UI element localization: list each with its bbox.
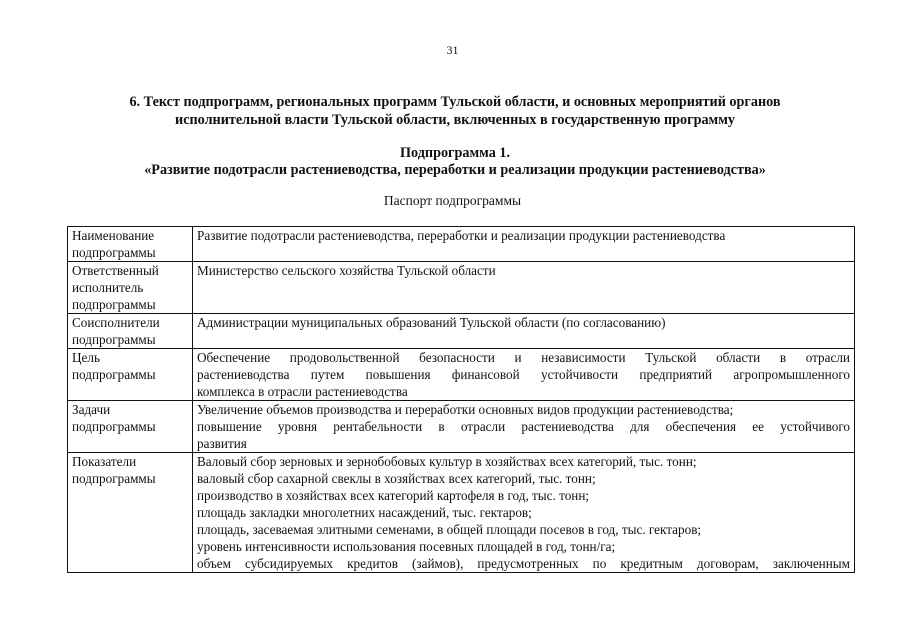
value-line: площадь закладки многолетних насаждений, тыс. гектаров; bbox=[197, 505, 532, 520]
label-line: подпрограммы bbox=[72, 471, 156, 486]
row-label-coexecutors bbox=[68, 314, 193, 349]
table-row-name bbox=[68, 227, 855, 262]
value-line: валовый сбор сахарной свеклы в хозяйствах всех категорий, тыс. тонн; bbox=[197, 471, 596, 486]
value-line: производство в хозяйствах всех категорий картофеля в год, тыс. тонн; bbox=[197, 488, 590, 503]
label-line: подпрограммы bbox=[72, 367, 156, 382]
label-line: Показатели bbox=[72, 454, 137, 469]
label-line: подпрограммы bbox=[72, 245, 156, 260]
value-line: Увеличение объемов производства и переработки основных видов продукции растениеводства; bbox=[197, 402, 734, 417]
section-heading bbox=[60, 93, 850, 129]
label-line: Ответственный bbox=[72, 263, 159, 278]
row-value-tasks bbox=[193, 401, 855, 453]
value-line: уровень интенсивности использования посевных площадей в год, тонн/га; bbox=[197, 539, 616, 554]
row-value-responsible bbox=[193, 262, 855, 314]
value-line: Развитие подотрасли растениеводства, переработки и реализации продукции растениеводства bbox=[197, 228, 726, 243]
value-line: объем субсидируемых кредитов (займов), предусмотренных по кредитным договорам, заключенным bbox=[197, 556, 850, 571]
section-heading-line-2: исполнительной власти Тульской области, включенных в государственную программу bbox=[175, 112, 735, 128]
label-line: Соисполнители bbox=[72, 315, 160, 330]
row-label-tasks bbox=[68, 401, 193, 453]
row-value-coexecutors bbox=[193, 314, 855, 349]
subprogram-name: «Развитие подотрасли растениеводства, переработки и реализации продукции растениеводства» bbox=[144, 162, 766, 178]
table-row-coexecutors bbox=[68, 314, 855, 349]
value-line: растениеводства путем повышения финансовой устойчивости предприятий агропромышленного bbox=[197, 367, 850, 382]
table-row-goal bbox=[68, 349, 855, 401]
page-number: 31 bbox=[446, 43, 459, 57]
label-line: подпрограммы bbox=[72, 419, 156, 434]
table-row-indicators bbox=[68, 453, 855, 573]
row-label-indicators bbox=[68, 453, 193, 573]
value-line: развития bbox=[197, 436, 247, 451]
row-label-name bbox=[68, 227, 193, 262]
row-value-goal bbox=[193, 349, 855, 401]
label-line: подпрограммы bbox=[72, 297, 156, 312]
value-line: Обеспечение продовольственной безопасности и независимости Тульской области в отрасли bbox=[197, 350, 850, 365]
value-line: Министерство сельского хозяйства Тульской области bbox=[197, 263, 496, 278]
table-row-tasks bbox=[68, 401, 855, 453]
value-line: Валовый сбор зерновых и зернобобовых культур в хозяйствах всех категорий, тыс. тонн; bbox=[197, 454, 697, 469]
value-line: повышение уровня рентабельности в отрасли растениеводства для обеспечения ее устойчивого bbox=[197, 419, 850, 434]
value-line: Администрации муниципальных образований Тульской области (по согласованию) bbox=[197, 315, 666, 330]
label-line: подпрограммы bbox=[72, 332, 156, 347]
label-line: исполнитель bbox=[72, 280, 144, 295]
passport-table bbox=[67, 226, 855, 573]
row-label-responsible bbox=[68, 262, 193, 314]
table-row-responsible bbox=[68, 262, 855, 314]
value-line: площадь, засеваемая элитными семенами, в общей площади посевов в год, тыс. гектаров; bbox=[197, 522, 702, 537]
row-label-goal bbox=[68, 349, 193, 401]
label-line: Цель bbox=[72, 350, 100, 365]
label-line: Задачи bbox=[72, 402, 111, 417]
section-heading-line-1: 6. Текст подпрограмм, региональных программ Тульской области, и основных мероприятий органов bbox=[129, 94, 781, 110]
subprogram-title bbox=[60, 145, 850, 179]
passport-title: Паспорт подпрограммы bbox=[383, 193, 522, 208]
value-line: комплекса в отрасли растениеводства bbox=[197, 384, 408, 399]
row-value-name bbox=[193, 227, 855, 262]
subprogram-number: Подпрограмма 1. bbox=[400, 145, 510, 161]
label-line: Наименование bbox=[72, 228, 155, 243]
row-value-indicators bbox=[193, 453, 855, 573]
